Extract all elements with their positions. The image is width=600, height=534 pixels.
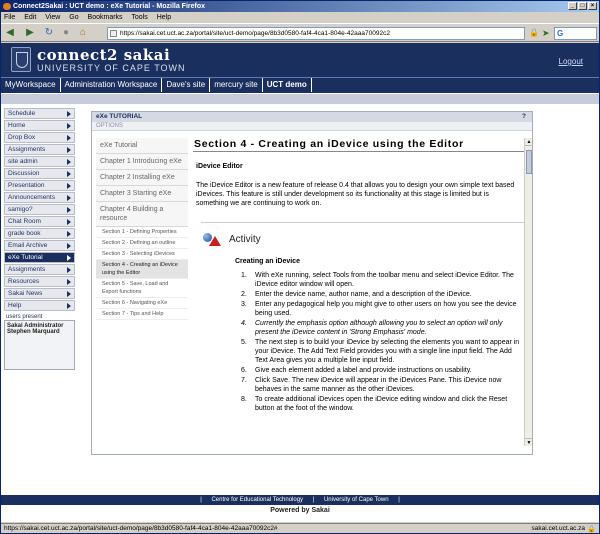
step-item: 1. With eXe running, select Tools from the toolbar menu and select iDevice Editor. The iDevice editor window will open. bbox=[241, 272, 514, 288]
home-icon[interactable]: ⌂ bbox=[79, 27, 87, 38]
sidebar-item-home[interactable]: Home bbox=[4, 120, 75, 131]
lock-icon: 🔒 bbox=[529, 28, 539, 37]
menu-edit[interactable]: Edit bbox=[24, 14, 37, 21]
step-item: 8. To create additional iDevices open the iDevice editing window and click the Reset button at the foot of the window. bbox=[241, 396, 508, 412]
step-item: 5. The next step is to build your iDevice by selecting the elements you want to appear in your iDevice. The Add Text Field provides you with a single line input field. The Add Text Area gives you a multiple line input field. bbox=[241, 339, 520, 364]
activity-content bbox=[235, 258, 524, 413]
site-banner bbox=[1, 43, 599, 77]
sidebar-item-sakai-news[interactable]: Sakai News bbox=[4, 288, 75, 299]
tool-title-bar bbox=[92, 112, 532, 122]
tab-administration-workspace[interactable]: Administration Workspace bbox=[61, 78, 163, 92]
firefox-icon bbox=[3, 3, 11, 10]
step-item: 3. Enter any pedagogical help you might give to other users on how you see the device being used. bbox=[241, 301, 517, 317]
user-name: Sakai Administrator bbox=[7, 323, 64, 329]
tutorial-outline bbox=[96, 138, 188, 320]
tab-myworkspace[interactable]: MyWorkspace bbox=[1, 78, 61, 92]
user-name: Stephen Marquard bbox=[7, 329, 60, 335]
activity-subtitle: Creating an iDevice bbox=[235, 258, 300, 265]
outline-subitem[interactable]: Section 6 - Navigating eXe bbox=[96, 298, 188, 309]
address-bar[interactable] bbox=[107, 27, 525, 40]
tool-title: eXe TUTORIAL bbox=[96, 113, 143, 120]
menu-view[interactable]: View bbox=[45, 14, 61, 21]
scroll-thumb[interactable] bbox=[526, 150, 532, 174]
status-bar bbox=[1, 523, 599, 534]
sidebar-item-resources[interactable]: Resources bbox=[4, 276, 75, 287]
step-item: 2. Enter the device name, author name, and a description of the iDevice. bbox=[241, 291, 472, 298]
outline-subitem[interactable]: Section 2 - Defining an outline bbox=[96, 238, 188, 249]
menu-file[interactable]: File bbox=[4, 14, 16, 21]
outline-item[interactable]: Chapter 2 Installing eXe bbox=[96, 170, 188, 186]
activity-header bbox=[201, 222, 524, 254]
content-scrollbar[interactable] bbox=[524, 138, 532, 446]
activity-icon bbox=[203, 231, 219, 247]
tab-daves-site[interactable]: Dave's site bbox=[162, 78, 210, 92]
page-content bbox=[1, 43, 599, 522]
university-name: UNIVERSITY OF CAPE TOWN bbox=[37, 63, 186, 73]
tab-strip bbox=[1, 94, 599, 104]
minimize-button[interactable]: _ bbox=[568, 2, 577, 10]
step-item: 7. Click Save. The new iDevice will appear in the iDevices Pane. This iDevice now behaves in the same manner as the other iDevices. bbox=[241, 377, 502, 393]
back-icon[interactable]: ◀ bbox=[6, 27, 14, 38]
outline-item[interactable]: Chapter 1 Introducing eXe bbox=[96, 154, 188, 170]
title-bar bbox=[1, 1, 599, 12]
navigation-toolbar bbox=[1, 23, 599, 42]
sidebar-item-help[interactable]: Help bbox=[4, 300, 75, 311]
address-url: https://sakai.cet.uct.ac.za/portal/site/uct-demo/page/8b3d0580-faf4-4ca1-804e-42aaa70092c2 bbox=[120, 30, 390, 37]
outline-subitem[interactable]: Section 7 - Tips and Help bbox=[96, 309, 188, 320]
window-title: Connect2Sakai : UCT demo : eXe Tutorial - Mozilla Firefox bbox=[13, 3, 206, 10]
footer-link-uct[interactable]: University of Cape Town bbox=[323, 497, 389, 503]
menu-go[interactable]: Go bbox=[69, 14, 79, 21]
outline-item[interactable]: Chapter 3 Starting eXe bbox=[96, 186, 188, 202]
menu-help[interactable]: Help bbox=[156, 14, 172, 21]
outline-subitem[interactable]: Section 3 - Selecting iDevices bbox=[96, 249, 188, 260]
status-url: https://sakai.cet.uct.ac.za/portal/site/uct-demo/page/8b3d0580-faf4-4ca1-804e-42aaa70092c2# bbox=[4, 525, 278, 532]
sidebar-item-email-archive[interactable]: Email Archive bbox=[4, 240, 75, 251]
uct-crest-icon bbox=[11, 47, 31, 72]
forward-icon[interactable]: ▶ bbox=[26, 27, 34, 38]
sidebar-item-grade-book[interactable]: grade book bbox=[4, 228, 75, 239]
go-icon[interactable]: ➤ bbox=[542, 28, 550, 38]
options-link[interactable]: OPTIONS bbox=[92, 122, 532, 131]
tab-mercury-site[interactable]: mercury site bbox=[210, 78, 263, 92]
scroll-down-icon[interactable]: ▼ bbox=[526, 440, 532, 446]
help-icon[interactable]: ? bbox=[522, 113, 526, 120]
outline-subitem[interactable]: Section 5 - Save, Load and Export functions bbox=[96, 279, 188, 298]
page-icon bbox=[110, 30, 117, 37]
scroll-up-icon[interactable]: ▲ bbox=[526, 139, 532, 145]
outline-item[interactable]: eXe Tutorial bbox=[96, 138, 188, 154]
outline-subitem-current[interactable]: Section 4 - Creating an iDevice using the Editor bbox=[96, 260, 188, 279]
reload-icon[interactable]: ↻ bbox=[44, 27, 54, 38]
logout-link[interactable]: Logout bbox=[558, 57, 583, 66]
sidebar-item-site-admin[interactable]: site admin bbox=[4, 156, 75, 167]
menu-bar bbox=[1, 12, 599, 23]
users-present-box bbox=[4, 320, 75, 370]
google-icon: G bbox=[557, 29, 564, 38]
sidebar-item-samigo[interactable]: samigo? bbox=[4, 204, 75, 215]
window-controls bbox=[568, 2, 597, 10]
sidebar-item-discussion[interactable]: Discussion bbox=[4, 168, 75, 179]
activity-label: Activity bbox=[229, 234, 261, 245]
powered-by: Powered by Sakai bbox=[270, 507, 330, 514]
outline-subitem[interactable]: Section 1 - Defining Properties bbox=[96, 227, 188, 238]
sidebar-item-announcements[interactable]: Announcements bbox=[4, 192, 75, 203]
footer-link-cet[interactable]: Centre for Educational Technology bbox=[211, 497, 304, 503]
sidebar-item-drop-box[interactable]: Drop Box bbox=[4, 132, 75, 143]
search-input[interactable] bbox=[554, 27, 597, 40]
users-present-label: users present bbox=[6, 314, 43, 320]
status-lock-icon: 🔒 bbox=[587, 526, 596, 533]
step-item: 6. Give each element added a label and provide instructions on usability. bbox=[241, 367, 472, 374]
status-domain: sakai.cet.uct.ac.za bbox=[531, 525, 585, 532]
steps-list bbox=[235, 271, 524, 413]
exe-tutorial-tool bbox=[91, 111, 533, 455]
sidebar-item-assignments[interactable]: Assignments bbox=[4, 144, 75, 155]
menu-bookmarks[interactable]: Bookmarks bbox=[87, 14, 123, 21]
sidebar-item-exe-tutorial[interactable]: eXe Tutorial bbox=[4, 252, 75, 263]
maximize-button[interactable]: □ bbox=[578, 2, 587, 10]
brand-name: connect2 sakai bbox=[37, 46, 171, 64]
idevice-intro: The iDevice Editor is a new feature of release 0.4 that allows you to design your own simple text based iDevices. This feature is still under development so its functionality at this stage is limited but is something we are continuing to work on. bbox=[196, 182, 515, 207]
tutorial-content bbox=[193, 138, 524, 446]
idevice-title: iDevice Editor bbox=[196, 163, 243, 170]
close-button[interactable]: × bbox=[588, 2, 597, 10]
step-item: 4. Currently the emphasis option although allowing you to select an option will only present the iDevice content in 'Strong Emphasis' mode. bbox=[241, 320, 503, 336]
footer-bar: | Centre for Educational Technology | University of Cape Town | bbox=[1, 495, 599, 505]
menu-tools[interactable]: Tools bbox=[131, 14, 148, 21]
sidebar-item-schedule[interactable]: Schedule bbox=[4, 108, 75, 119]
sidebar-item-presentation[interactable]: Presentation bbox=[4, 180, 75, 191]
sidebar-item-chat-room[interactable]: Chat Room bbox=[4, 216, 75, 227]
site-tabs bbox=[1, 77, 599, 93]
section-title: Section 4 - Creating an iDevice using the Editor bbox=[193, 138, 524, 152]
tab-uct-demo[interactable]: UCT demo bbox=[263, 78, 312, 92]
tool-sidebar bbox=[4, 108, 75, 370]
stop-icon[interactable]: ● bbox=[62, 27, 70, 38]
sidebar-item-assignments-2[interactable]: Assignments bbox=[4, 264, 75, 275]
outline-item[interactable]: Chapter 4 Building a resource bbox=[96, 202, 188, 227]
